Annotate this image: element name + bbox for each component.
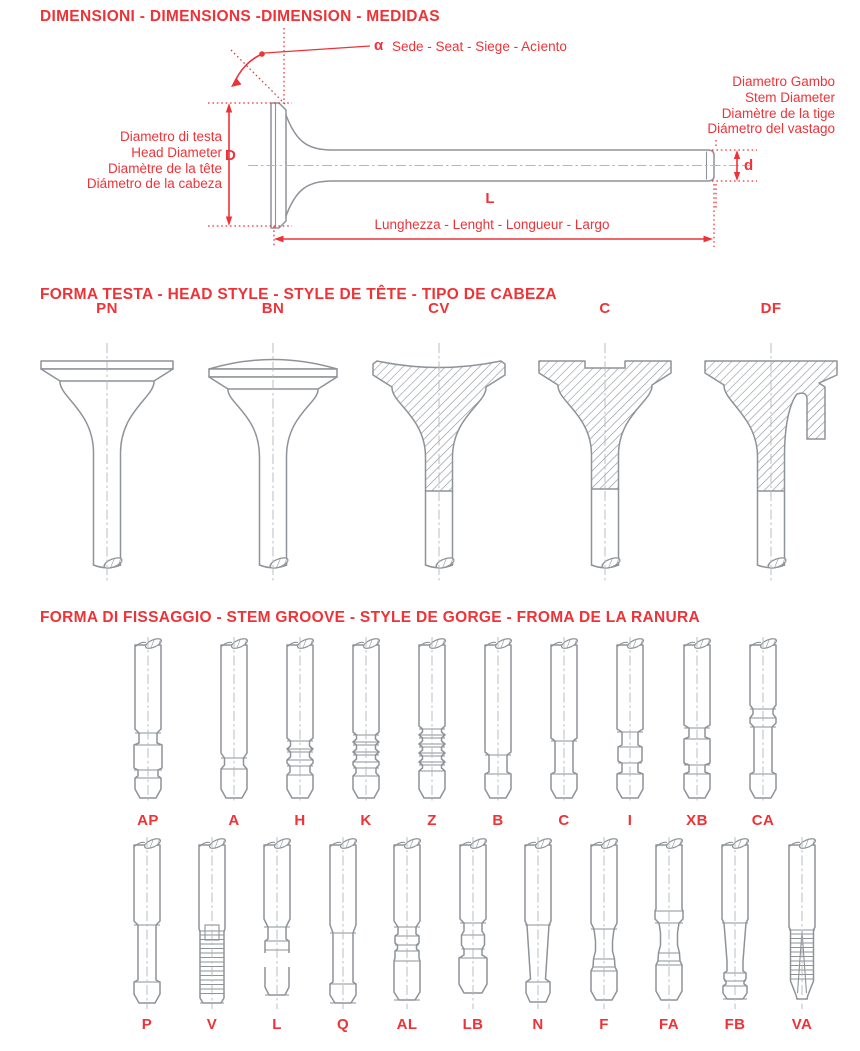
length-symbol: L bbox=[485, 190, 495, 207]
valve-figure-cv bbox=[354, 300, 524, 589]
head-styles-title: FORMA TESTA - HEAD STYLE - STYLE DE TÊTE - TIPO DE CABEZA bbox=[40, 286, 557, 303]
style-code-label: AP bbox=[137, 812, 159, 829]
valve-figure-z bbox=[399, 637, 465, 829]
valve-figure-k bbox=[333, 637, 399, 829]
valve-figure-df bbox=[686, 300, 856, 589]
stem-diameter-symbol: d bbox=[744, 157, 754, 174]
valve-figure-a bbox=[201, 637, 267, 829]
style-code-label: AL bbox=[396, 1016, 418, 1033]
style-code-label: C bbox=[599, 300, 611, 317]
style-code-label: N bbox=[532, 1016, 544, 1033]
style-code-label: FB bbox=[724, 1016, 746, 1033]
valve-figure-fb bbox=[702, 837, 768, 1033]
style-code-label: DF bbox=[760, 300, 782, 317]
valve-figure-i bbox=[597, 637, 663, 829]
style-code-label: CA bbox=[751, 812, 775, 829]
dimensions-title: DIMENSIONI - DIMENSIONS -DIMENSION - MEDIDAS bbox=[40, 8, 440, 25]
length-label: Lunghezza - Lenght - Longueur - Largo bbox=[374, 217, 610, 232]
style-code-label: F bbox=[599, 1016, 609, 1033]
valve-figure-v bbox=[179, 837, 245, 1033]
style-code-label: PN bbox=[96, 300, 118, 317]
valve-figure-ap bbox=[115, 637, 181, 829]
valve-figure-c bbox=[531, 637, 597, 829]
stem-diameter-label: Diametro Gambo Stem Diameter Diamètre de la tige Diámetro del vastago bbox=[707, 74, 835, 137]
style-code-label: Z bbox=[427, 812, 437, 829]
style-code-label: H bbox=[294, 812, 306, 829]
valve-figure-h bbox=[267, 637, 333, 829]
style-code-label: I bbox=[627, 812, 633, 829]
valve-figure-n bbox=[505, 837, 571, 1033]
style-code-label: Q bbox=[336, 1016, 350, 1033]
valve-figure-bn bbox=[188, 300, 358, 589]
head-diameter-symbol: D bbox=[225, 147, 236, 164]
valve-figure-xb bbox=[664, 637, 730, 829]
style-code-label: LB bbox=[462, 1016, 484, 1033]
style-code-label: FA bbox=[659, 1016, 679, 1033]
valve-figure-b bbox=[465, 637, 531, 829]
valve-figure-lb bbox=[440, 837, 506, 1033]
valve-figure-ca bbox=[730, 637, 796, 829]
style-code-label: L bbox=[272, 1016, 282, 1033]
head-diameter-label: Diametro di testa Head Diameter Diamètre de la tête Diámetro de la cabeza bbox=[86, 129, 222, 192]
seat-label: Sede - Seat - Siege - Acìento bbox=[392, 39, 567, 54]
valve-figure-va bbox=[769, 837, 835, 1033]
style-code-label: B bbox=[492, 812, 504, 829]
style-code-label: VA bbox=[791, 1016, 813, 1033]
style-code-label: P bbox=[141, 1016, 153, 1033]
valve-figure-p bbox=[114, 837, 180, 1033]
style-code-label: BN bbox=[261, 300, 285, 317]
style-code-label: C bbox=[558, 812, 570, 829]
valve-figure-c bbox=[520, 300, 690, 589]
style-code-label: A bbox=[228, 812, 240, 829]
style-code-label: V bbox=[206, 1016, 218, 1033]
style-code-label: XB bbox=[686, 812, 708, 829]
style-code-label: K bbox=[360, 812, 372, 829]
style-code-label: CV bbox=[428, 300, 450, 317]
valve-figure-q bbox=[310, 837, 376, 1033]
valve-figure-l bbox=[244, 837, 310, 1033]
valve-figure-al bbox=[374, 837, 440, 1033]
valve-figure-pn bbox=[22, 300, 192, 589]
valve-figure-f bbox=[571, 837, 637, 1033]
alpha-symbol: α bbox=[374, 37, 384, 54]
valve-figure-fa bbox=[636, 837, 702, 1033]
stem-grooves-title: FORMA DI FISSAGGIO - STEM GROOVE - STYLE DE GORGE - FROMA DE LA RANURA bbox=[40, 609, 700, 626]
